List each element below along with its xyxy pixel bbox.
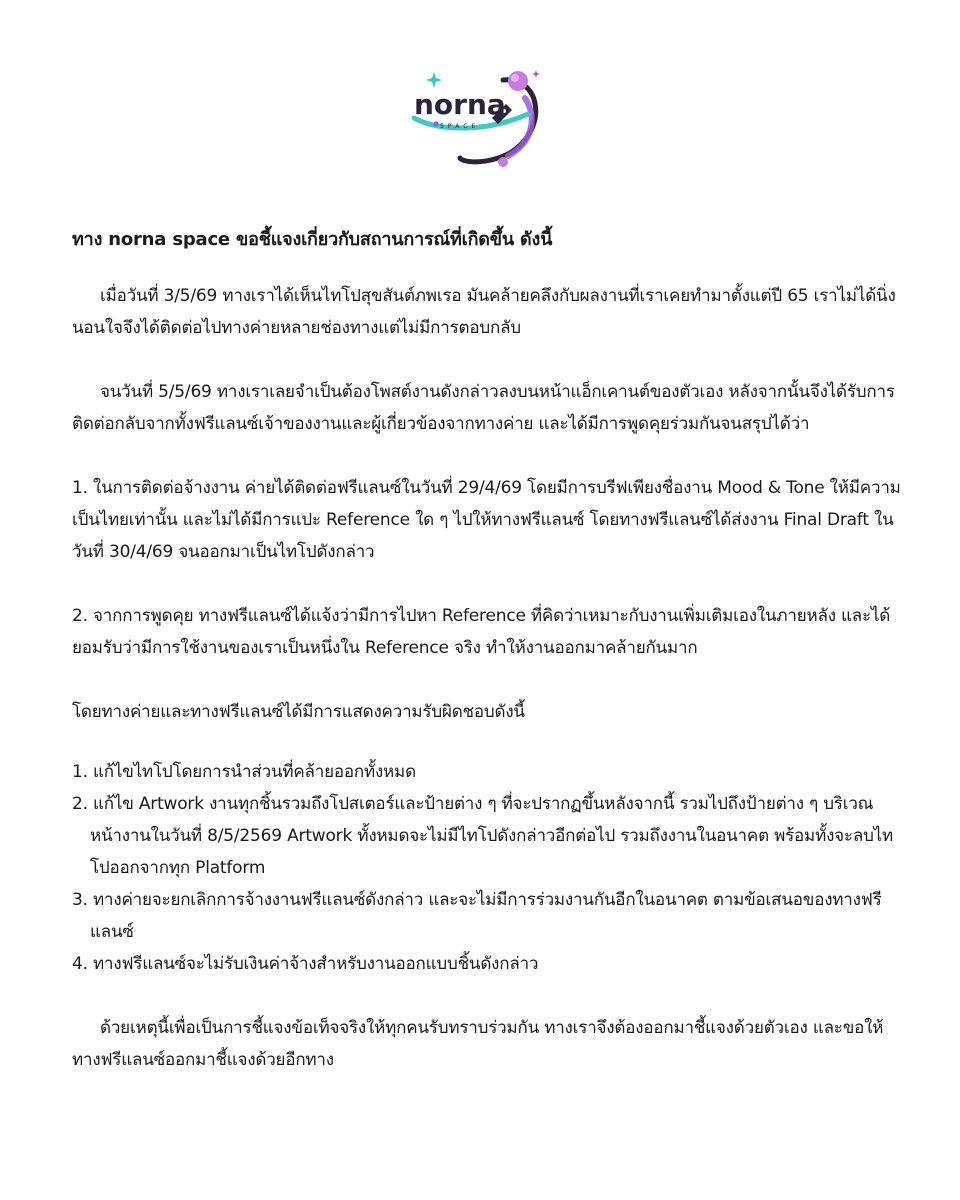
logo-graphic — [400, 58, 560, 178]
list-item: 1. แก้ไขไทโปโดยการนำส่วนที่คล้ายออกทั้งหมด — [72, 762, 416, 782]
paragraph-conclusion: ด้วยเหตุนี้เพื่อเป็นการชี้แจงข้อเท็จจริงให้ทุกคนรับทราบร่วมกัน ทางเราจึงต้องออกมาชี้แจงด้วยตัวเอง และขอให้ทางฟรีแลนซ์ออกมาชี้แจงด้วยอีกทาง — [72, 1018, 884, 1070]
paragraph-contact: จนวันที่ 5/5/69 ทางเราเลยจำเป็นต้องโพสต์งานดังกล่าวลงบนหน้าแอ็กเคานต์ของตัวเอง หลังจากนั้นจึงได้รับการติดต่อกลับจากทั้งฟรีแลนซ์เจ้าของงานและผู้เกี่ยวข้องจากทางค่าย และได้มีการพูดคุยร่วมกันจนสรุปได้ว่า — [72, 382, 895, 434]
paragraph-discovery: เมื่อวันที่ 3/5/69 ทางเราได้เห็นไทโปสุขสันต์ภพเรอ มันคล้ายคลึงกับผลงานที่เราเคยทำมาตั้งแต่ปี 65 เราไม่ได้นิ่งนอนใจจึงได้ติดต่อไปทางค่ายหลายช่องทางแต่ไม่มีการตอบกลับ — [72, 286, 896, 338]
list-item: 4. ทางฟรีแลนซ์จะไม่รับเงินค่าจ้างสำหรับงานออกแบบชิ้นดังกล่าว — [72, 954, 539, 974]
paragraph-point-2: 2. จากการพูดคุย ทางฟรีแลนซ์ได้แจ้งว่ามีการไปหา Reference ที่คิดว่าเหมาะกับงานเพิ่มเติมเองในภายหลัง และได้ยอมรับว่ามีการใช้งานของเราเป็นหนึ่งใน Reference จริง ทำให้งานออกมาคล้ายกันมาก — [72, 606, 891, 658]
norna-space-logo — [400, 58, 560, 178]
statement-body — [72, 224, 902, 1076]
statement-heading: ทาง norna space ขอชี้แจงเกี่ยวกับสถานการณ์ที่เกิดขึ้น ดังนี้ — [72, 229, 553, 250]
logo-subtitle: S P A C E — [440, 123, 477, 130]
logo-wordmark: norna — [414, 88, 506, 121]
responsibility-list — [72, 756, 902, 980]
list-item: 2. แก้ไข Artwork งานทุกชิ้นรวมถึงโปสเตอร์และป้ายต่าง ๆ ที่จะปรากฏขึ้นหลังจากนี้ รวมไปถึงป้ายต่าง ๆ บริเวณหน้างานในวันที่ 8/5/2569 Artwork ทั้งหมดจะไม่มีไทโปดังกล่าวอีกต่อไป รวมถึงงานในอนาคต พร้อมทั้งจะลบไทโปออกจากทุก Platform — [72, 794, 894, 878]
paragraph-point-1: 1. ในการติดต่อจ้างงาน ค่ายได้ติดต่อฟรีแลนซ์ในวันที่ 29/4/69 โดยมีการบรีฟเพียงชื่องาน Mood & Tone ให้มีความเป็นไทยเท่านั้น และไม่ได้มีการแปะ Reference ใด ๆ ไปให้ทางฟรีแลนซ์ โดยทางฟรีแลนซ์ได้ส่งงาน Final Draft ในวันที่ 30/4/69 จนออกมาเป็นไทโปดังกล่าว — [72, 478, 901, 562]
list-item: 3. ทางค่ายจะยกเลิกการจ้างงานฟรีแลนซ์ดังกล่าว และจะไม่มีการร่วมงานกันอีกในอนาคต ตามข้อเสนอของทางฟรีแลนซ์ — [72, 890, 882, 942]
paragraph-responsibility-intro: โดยทางค่ายและทางฟรีแลนซ์ได้มีการแสดงความรับผิดชอบดังนี้ — [72, 702, 525, 722]
